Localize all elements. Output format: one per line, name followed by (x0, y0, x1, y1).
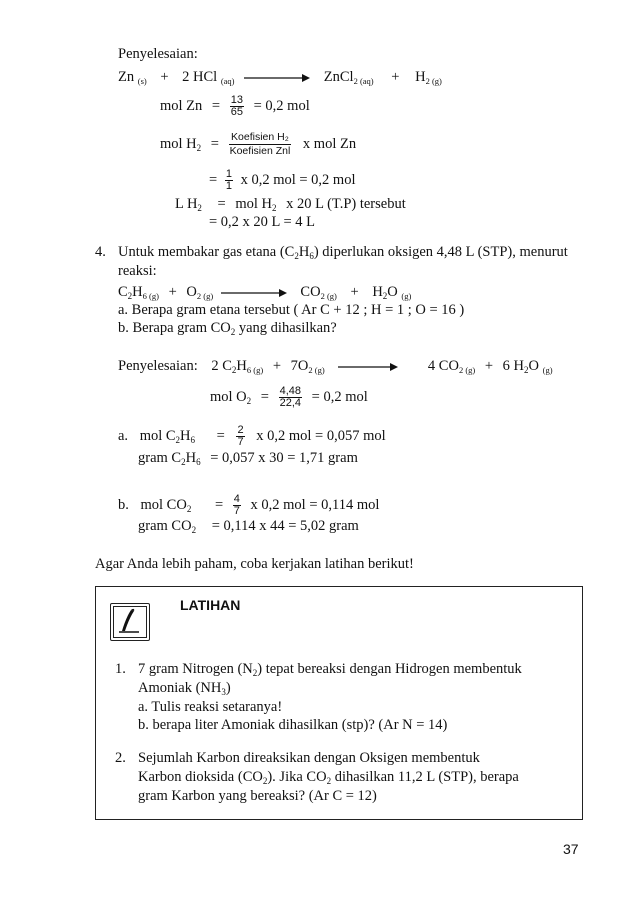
mol-o2-line: mol $O_2$ = $\frac{4,48}{22,4}$ = 0,2 mol (210, 385, 368, 409)
solution-ethane-reaction: Penyelesaian: 2 $C_2H_{6 (g)} + 7O_{2 (g)}$ 4 $CO_{2 (g)} + 6$ $H_2O$ $_{(g)}$ (118, 358, 553, 375)
part-a-gram: gram $C_2H_6 = 0,057$ x 30 = 1,71 gram (138, 450, 358, 467)
exercise-1a: a. Tulis reaksi setaranya! (138, 699, 283, 715)
exercise-1-text: 7 gram Nitrogen $(N_2)$ tepat bereaksi dengan Hidrogen membentuk (138, 661, 522, 678)
practice-title: LATIHAN (180, 597, 241, 613)
page-number: 37 (563, 841, 579, 857)
exercise-2-text: Sejumlah Karbon direaksikan dengan Oksigen membentuk (138, 750, 480, 766)
fraction: $\frac{2}{7}$ (237, 424, 244, 448)
question-number: 4. (95, 244, 106, 260)
exercise-1-text-2: Amoniak $(NH_3)$ (138, 680, 231, 697)
volume-h2-result: = 0,2 x 20 L = 4 L (209, 214, 316, 230)
fraction: $\frac{4}{7}$ (233, 493, 240, 517)
reaction-arrow-icon (221, 288, 287, 298)
exercise-1b: b. berapa liter Amoniak dihasilkan (stp)? (Ar N = 14) (138, 717, 448, 733)
exercise-number: 1. (115, 661, 126, 677)
fraction: $\frac{1}{1}$ (225, 168, 232, 192)
reaction-ethane: $C_2H_{6 (g)} + O_{2 (g)}$ $CO_{2 (g)} + H_2O$ $_{(g)}$ (118, 284, 412, 301)
practice-intro: Agar Anda lebih paham, coba kerjakan latihan berikut! (95, 556, 414, 572)
reaction-arrow-icon (338, 362, 398, 372)
exercise-2-text-3: gram Karbon yang bereaksi? (Ar C = 12) (138, 788, 377, 804)
fraction: $\frac{\text{Koefisien H₂}}{\text{Koefisien Znl}}$ (229, 131, 291, 157)
exercise-2-text-2: Karbon dioksida $(CO_2)$. Jika $CO_2$ dihasilkan 11,2 L (STP), berapa (138, 769, 519, 786)
exercise-number: 2. (115, 750, 126, 766)
question-4b: b. Berapa gram $CO_2$ yang dihasilkan? (118, 320, 337, 337)
reaction-zn-hcl: Zn $_{(s)}$ + 2 HCl $_{(aq)}$ ZnCl$_{2 (aq)}$ + $H_{2 (g)}$ (118, 69, 442, 86)
part-a-mol: a. mol $C_2H_6$ = $\frac{2}{7}$ x 0,2 mol = 0,057 mol (118, 424, 386, 448)
solution-heading: Penyelesaian: (118, 46, 198, 62)
fraction: $\frac{13}{65}$ (230, 94, 243, 118)
mol-zn-line: mol Zn = $\frac{13}{65}$ = 0,2 mol (160, 94, 310, 118)
question-4-text-2: reaksi: (118, 263, 157, 279)
mol-h2-line: mol $H_2$ = $\frac{\text{Koefisien H₂}}{\text{Koefisien Znl}}$ x mol Zn (160, 131, 357, 157)
volume-h2-line: L $H_2$ = mol $H_2$ x 20 L (T.P) tersebut (175, 196, 406, 213)
part-b-gram: gram $CO_2 = 0,114$ x 44 = 5,02 gram (138, 518, 359, 535)
question-4a: a. Berapa gram etana tersebut ( Ar C + 12 ; H = 1 ; O = 16 ) (118, 302, 465, 318)
fraction: $\frac{4,48}{22,4}$ (279, 385, 302, 409)
reaction-arrow-icon (244, 73, 310, 83)
part-b-mol: b. mol $CO_2$ = $\frac{4}{7}$ x 0,2 mol = 0,114 mol (118, 493, 380, 517)
pencil-icon (110, 603, 150, 641)
mol-h2-result-line: = $\frac{1}{1}$ x 0,2 mol = 0,2 mol (209, 168, 356, 192)
question-4-text: Untuk membakar gas etana $(C_2H_6)$ diperlukan oksigen 4,48 L (STP), menurut (118, 244, 568, 261)
